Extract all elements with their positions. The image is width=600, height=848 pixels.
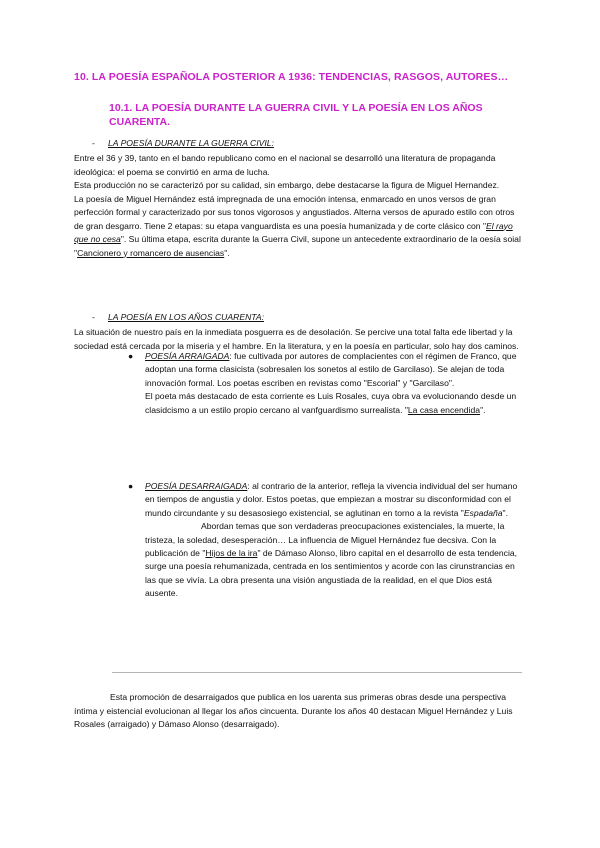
subheading-cuarenta: LA POESÍA EN LOS AÑOS CUARENTA: [108,312,264,322]
text-run: Abordan temas que son verdaderas preocupaciones existenciales, la muerte, la tristeza, la soledad, desesperación… La influencia de Miguel Hernández fue decsiva. Con la publicación de " [145,521,505,559]
text-run: Esta promoción de desarraigados que publica en los uarenta sus primeras obras desde una perspectiva íntima y eistencial evolucionan al llegar los años cincuenta. Durante los años 40 destacan Miguel Hernández y Luis Rosales (arraigado) y Dámaso Alonso (desarraigado). [74,692,513,729]
book-title-cancionero: Cancionero y romancero de ausencias [77,247,225,258]
paragraph [145,350,525,390]
page-title: 10. LA POESÍA ESPAÑOLA POSTERIOR A 1936: TENDENCIAS, RASGOS, AUTORES… [74,71,509,83]
paragraph: Esta producción no se caracterizó por su calidad, sin embargo, debe destacarse la figura de Miguel Hernandez. [74,180,500,190]
bullet-dot: ● [128,481,134,491]
paragraph [145,480,525,520]
subheading-guerra: LA POESÍA DURANTE LA GUERRA CIVIL: [108,138,274,148]
text-run: La poesía de Miguel Hernández está impregnada de una emoción intensa, enmarcado en unos versos de gran perfección formal y caracterizado por sus tonos vigorosos y angustiados. Alterna versos de apurado estilo con otros de gran desgarro. Tiene 2 etapas: su etapa vanguardista es una poesía humanizada y de corte clásico con " [74,193,515,231]
closing-paragraph [74,691,530,732]
text-run: " de Dámaso Alonso, libro capital en el desarrollo de esta tendencia, surge una poesía rehumanizada, centrada en los sentimientos y acorde con las cirunstrancias en las que se vivía. La obra presenta una visión angustiada de la realidad, en el que Dios está ausente. [145,548,518,599]
paragraph [74,193,526,261]
label-arraigada: POESÍA ARRAIGADA [145,351,230,361]
item-desarraigada [145,480,525,601]
section-cuarenta-intro: La situación de nuestro país en la inmediata posguerra es de desolación. Se percive una total falta ede libertad y la sociedad está cercada por la miseria y el hambre. En la literatura, y en la poesía en particular, solo hay dos caminos. [74,327,519,351]
magazine-title: Espadaña [463,507,503,518]
text-run: ". [502,507,508,518]
paragraph [145,520,525,600]
item-arraigada [145,350,525,417]
text-run: : fue cultivada por autores de complacientes con el régimen de Franco, que adoptan una forma clasicista (sobresalen los sonetos al estilo de Garcilaso). Se alejan de toda innovación formal. Los poetas escriben en revistas como "Escorial" y "Garcilaso". [145,351,517,388]
dash-bullet: - [92,138,95,148]
paragraph: Entre el 36 y 39, tanto en el bando republicano como en el nacional se desarrolló una literatura de propaganda ideológica: el poema se convirtió en arma de lucha. [74,153,496,177]
bullet-dot: ● [128,351,134,361]
text-run: ". Su última etapa, escrita durante la Guerra Civil, supone un antecedente extraordinario de la oesía soial " [74,234,521,258]
section-title: 10.1. LA POESÍA DURANTE LA GUERRA CIVIL Y LA POESÍA EN LOS AÑOS CUARENTA. [109,102,483,128]
label-desarraigada: POESÍA DESARRAIGADA [145,481,248,491]
dash-bullet: - [92,312,95,322]
text-run: El poeta más destacado de esta corriente es Luis Rosales, cuya obra va evolucionando desde un clasidcismo a un estilo propio cercano al vanfguardismo surrealista. " [145,391,517,415]
section-guerra-body [74,152,526,260]
book-title-casa: La casa encendida [407,404,481,415]
text-run: ". [224,247,230,258]
paragraph [145,390,525,417]
book-title-hijos: Hijos de la ira [205,548,258,559]
text-run: ". [480,404,486,415]
book-title-rayo: El rayo que no cesa [74,220,513,244]
horizontal-divider [112,672,522,673]
text-run: : al contrario de la anterior, refleja la vivencia individual del ser humano en tiempos de angustia y dolor. Estos poetas, que empiezan a mostrar su disconformidad con el mundo circundante y su desasosiego existencial, se aglutinan en torno a la revista " [145,481,518,518]
